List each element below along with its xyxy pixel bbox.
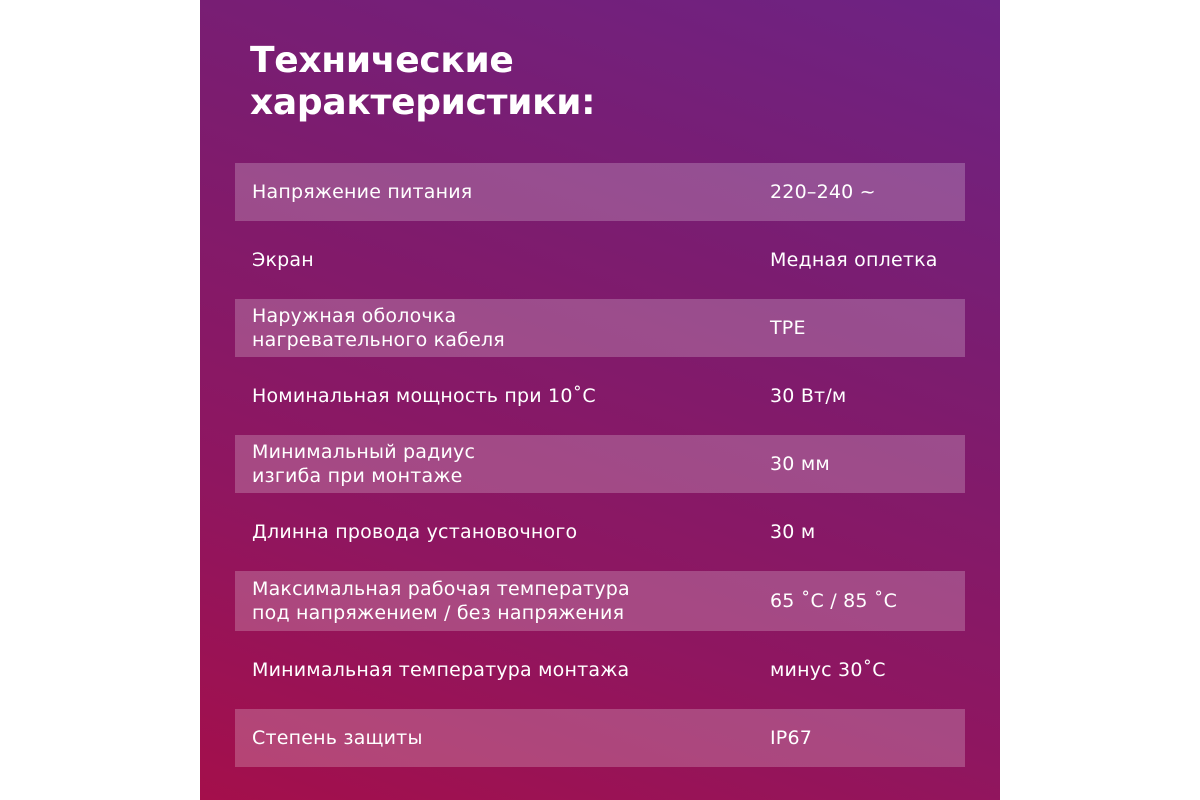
title-line-1: Технические	[250, 40, 514, 81]
spec-row-screen	[235, 231, 965, 289]
spec-label: Степень защиты	[252, 727, 423, 749]
spec-row-lead-length	[235, 503, 965, 561]
spec-label: Минимальный радиус изгиба при монтаже	[252, 441, 476, 487]
spec-label: Напряжение питания	[252, 181, 473, 203]
spec-label: Экран	[252, 249, 314, 271]
title-line-2: характеристики:	[250, 82, 596, 123]
spec-panel	[200, 0, 1000, 800]
spec-value: 220–240 ~	[770, 181, 876, 203]
spec-row-voltage	[235, 163, 965, 221]
spec-value: 30 м	[770, 521, 816, 543]
page-title	[250, 40, 950, 124]
spec-label: Длинна провода установочного	[252, 521, 578, 543]
spec-row-protection-rating	[235, 709, 965, 767]
spec-value: IP67	[770, 727, 813, 749]
spec-row-rated-power	[235, 367, 965, 425]
spec-value: TPE	[770, 317, 806, 339]
spec-value: 30 мм	[770, 453, 830, 475]
spec-label: Номинальная мощность при 10˚C	[252, 385, 596, 407]
spec-value: минус 30˚C	[770, 659, 886, 681]
spec-table	[235, 163, 965, 777]
spec-value: 65 ˚C / 85 ˚C	[770, 590, 898, 612]
spec-row-outer-sheath	[235, 299, 965, 357]
spec-label: Наружная оболочка нагревательного кабеля	[252, 305, 505, 351]
spec-row-max-temperature	[235, 571, 965, 631]
spec-label: Минимальная температура монтажа	[252, 659, 630, 681]
spec-row-min-install-temperature	[235, 641, 965, 699]
spec-value: Медная оплетка	[770, 249, 938, 271]
spec-row-bend-radius	[235, 435, 965, 493]
spec-label: Максимальная рабочая температура под напряжением / без напряжения	[252, 578, 630, 624]
spec-value: 30 Вт/м	[770, 385, 847, 407]
